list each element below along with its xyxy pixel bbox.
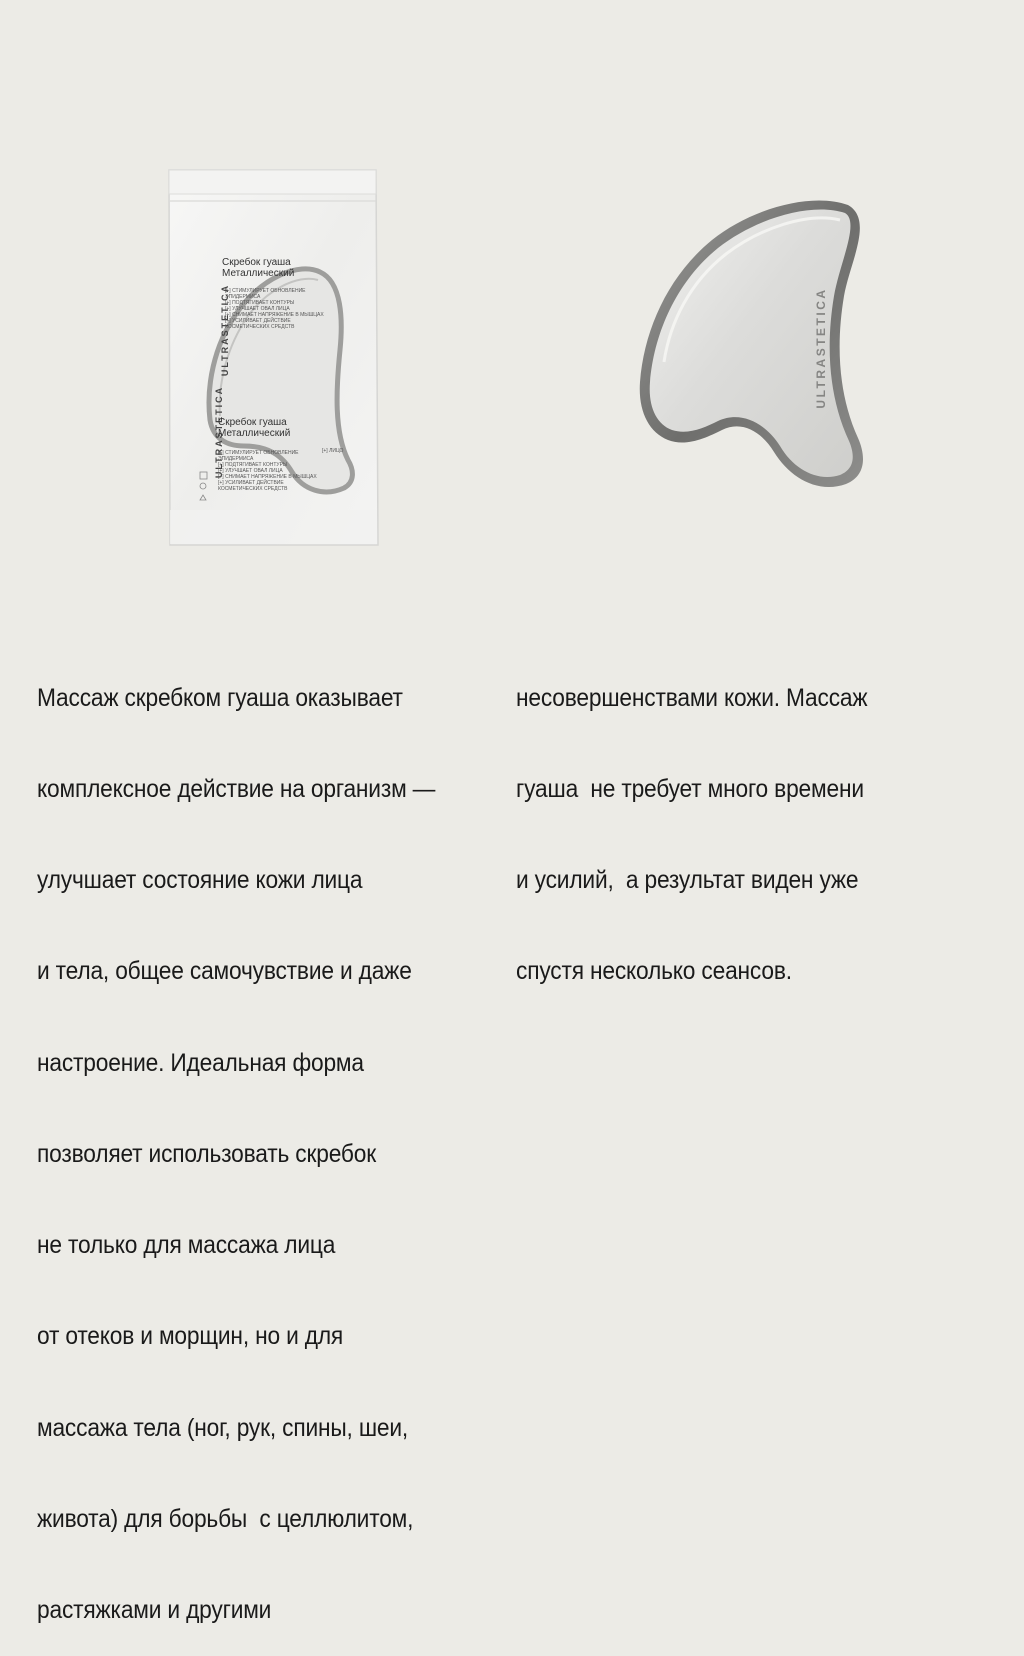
description-line: несовершенствами кожи. Массаж: [516, 683, 868, 712]
benefit-lower: [+] ПОДТЯГИВАЕТ КОНТУРЫ: [218, 462, 288, 468]
description-line: гуаша не требует много времени: [516, 775, 864, 804]
package-brand-vertical: ULTRASTETICA: [220, 283, 230, 377]
benefit-upper: КОСМЕТИЧЕСКИХ СРЕДСТВ: [225, 324, 295, 330]
description-line: растяжками и другими: [37, 1596, 272, 1624]
benefit-lower: [+] СНИМАЕТ НАПРЯЖЕНИЕ В МЫШЦАХ: [218, 474, 317, 480]
tool-engraving: ULTRASTETICA: [814, 287, 828, 409]
package-title-line2-lower: Металлический: [218, 428, 291, 439]
description-line: от отеков и морщин, но и для: [37, 1322, 344, 1351]
package-title-line1-lower: Скребок гуаша: [218, 417, 287, 428]
description-line: живота) для борьбы с целлюлитом,: [37, 1504, 414, 1533]
benefit-lower: [+] УЛУЧШАЕТ ОВАЛ ЛИЦА: [218, 468, 283, 474]
benefit-upper: ЭПИДЕРМИСА: [225, 294, 261, 300]
benefit-upper: [+] ПОДТЯГИВАЕТ КОНТУРЫ: [225, 300, 295, 306]
package-title-line2: Металлический: [222, 268, 295, 279]
gua-sha-tool: [640, 200, 863, 487]
description-line: спустя несколько сеансов.: [516, 957, 792, 986]
description-line: массажа тела (ног, рук, спины, шеи,: [37, 1413, 409, 1442]
description-line: позволяет использовать скребок: [37, 1139, 377, 1168]
benefit-lower: ЭПИДЕРМИСА: [218, 456, 254, 462]
description-left-column: [37, 622, 435, 1656]
description-line: и тела, общее самочувствие и даже: [37, 957, 412, 986]
benefit-lower: [+] СТИМУЛИРУЕТ ОБНОВЛЕНИЕ: [218, 450, 299, 456]
benefit-lower: [+] УСИЛИВАЕТ ДЕЙСТВИЕ: [218, 480, 284, 486]
description-line: не только для массажа лица: [37, 1231, 336, 1260]
description-line: Массаж скребком гуаша оказывает: [37, 683, 403, 712]
description-line: и усилий, а результат виден уже: [516, 866, 859, 895]
benefit-lower: КОСМЕТИЧЕСКИХ СРЕДСТВ: [218, 486, 288, 492]
benefit-upper: [+] СТИМУЛИРУЕТ ОБНОВЛЕНИЕ: [225, 288, 306, 294]
description-line: улучшает состояние кожи лица: [37, 866, 363, 895]
benefit-upper: [+] УСИЛИВАЕТ ДЕЙСТВИЕ: [225, 318, 291, 324]
package-pouch: [169, 170, 378, 545]
description-line: настроение. Идеальная форма: [37, 1048, 364, 1077]
description-line: комплексное действие на организм —: [37, 775, 436, 804]
package-title-line1: Скребок гуаша: [222, 257, 291, 268]
package-side-mark: [+] ЛИЦО: [322, 448, 344, 454]
benefit-upper: [+] УЛУЧШАЕТ ОВАЛ ЛИЦА: [225, 306, 290, 312]
benefit-upper: [+] СНИМАЕТ НАПРЯЖЕНИЕ В МЫШЦАХ: [225, 312, 324, 318]
package-brand-vertical-lower: ULTRASTETICA: [214, 385, 224, 479]
description-right-column: [516, 622, 867, 1017]
